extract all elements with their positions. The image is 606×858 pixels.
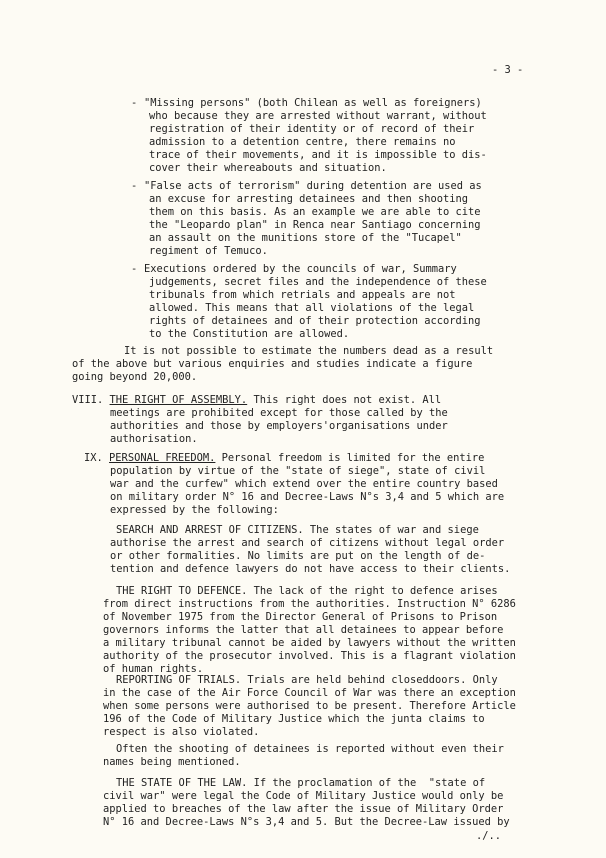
- bullet-line: admission to a detention centre, there remains no: [149, 136, 456, 148]
- paragraph-line: It is not possible to estimate the numbers dead as a result: [124, 345, 494, 357]
- paragraph-line: REPORTING OF TRIALS. Trials are held behind closeddoors. Only: [116, 674, 498, 686]
- bullet-line: an assault on the munitions store of the "Tucapel": [149, 232, 462, 244]
- section-viii-heading-line: [72, 394, 441, 407]
- paragraph-line: SEARCH AND ARREST OF CITIZENS. The states of war and siege: [116, 524, 479, 536]
- bullet-line: registration of their identity or of record of their: [149, 123, 475, 135]
- bullet-line: to the Constitution are allowed.: [149, 328, 350, 340]
- bullet-dash: -: [131, 263, 138, 275]
- paragraph-line: of human rights.: [103, 663, 204, 675]
- paragraph-line: of the above but various enquiries and studies indicate a figure: [72, 358, 473, 370]
- paragraph-line: in the case of the Air Force Council of War was there an exception: [103, 687, 516, 699]
- paragraph-line: 196 of the Code of Military Justice which the junta claims to: [103, 713, 485, 725]
- bullet-line: the "Leopardo plan" in Renca near Santiago concerning: [149, 219, 481, 231]
- section-number: IX.: [84, 452, 103, 464]
- bullet-line: "False acts of terrorism" during detention are used as: [144, 180, 482, 192]
- bullet-dash: -: [131, 97, 138, 109]
- bullet-line: allowed. This means that all violations of the legal: [149, 302, 475, 314]
- section-text: This right does not exist. All: [247, 394, 442, 406]
- bullet-line: rights of detainees and of their protection according: [149, 315, 481, 327]
- paragraph-line: from direct instructions from the authorities. Instruction N° 6286: [103, 598, 516, 610]
- section-heading: THE RIGHT OF ASSEMBLY.: [109, 394, 248, 406]
- paragraph-line: THE STATE OF THE LAW. If the proclamation of the "state of: [116, 777, 486, 789]
- bullet-line: cover their whereabouts and situation.: [149, 162, 387, 174]
- section-text: Personal freedom is limited for the entire: [215, 452, 485, 464]
- paragraph-line: respect is also violated.: [103, 726, 260, 738]
- bullet-line: tribunals from which retrials and appeals are not: [149, 289, 456, 301]
- bullet-line: judgements, secret files and the independence of these: [149, 276, 487, 288]
- bullet-line: regiment of Temuco.: [149, 245, 268, 257]
- paragraph-line: names being mentioned.: [103, 756, 241, 768]
- page-number: - 3 -: [492, 64, 524, 76]
- paragraph-line: authority of the prosecutor involved. This is a flagrant violation: [103, 650, 516, 662]
- paragraph-line: or other formalities. No limits are put on the length of de-: [110, 550, 486, 562]
- paragraph-line: going beyond 20,000.: [72, 371, 198, 383]
- section-number: VIII.: [72, 394, 104, 406]
- section-line: population by virtue of the "state of siege", state of civil: [110, 465, 486, 477]
- section-line: authorisation.: [110, 433, 198, 445]
- paragraph-line: a military tribunal cannot be aided by lawyers without the written: [103, 637, 516, 649]
- bullet-line: Executions ordered by the councils of war, Summary: [144, 263, 457, 275]
- section-heading: PERSONAL FREEDOM.: [109, 452, 216, 464]
- paragraph-line: authorise the arrest and search of citizens without legal order: [110, 537, 505, 549]
- paragraph-line: when some persons were authorised to be present. Therefore Article: [103, 700, 516, 712]
- bullet-line: "Missing persons" (both Chilean as well as foreigners): [144, 97, 482, 109]
- section-line: authorities and those by employers'organisations under: [110, 420, 448, 432]
- paragraph-line: governors informs the latter that all detainees to appear before: [103, 624, 504, 636]
- bullet-dash: -: [131, 180, 138, 192]
- section-line: expressed by the following:: [110, 504, 279, 516]
- paragraph-line: applied to breaches of the law after the issue of Military Order: [103, 803, 504, 815]
- section-ix-heading-line: [84, 452, 484, 465]
- bullet-line: who because they are arrested without warrant, without: [149, 110, 487, 122]
- paragraph-line: THE RIGHT TO DEFENCE. The lack of the right to defence arises: [116, 585, 498, 597]
- bullet-line: trace of their movements, and it is impossible to dis-: [149, 149, 487, 161]
- bullet-line: them on this basis. As an example we are able to cite: [149, 206, 481, 218]
- bullet-line: an excuse for arresting detainees and then shooting: [149, 193, 469, 205]
- paragraph-line: N° 16 and Decree-Laws N°s 3,4 and 5. But the Decree-Law issued by: [103, 816, 510, 828]
- section-line: on military order N° 16 and Decree-Laws N°s 3,4 and 5 which are: [110, 491, 505, 503]
- paragraph-line: civil war" were legal the Code of Military Justice would only be: [103, 790, 504, 802]
- paragraph-line: tention and defence lawyers do not have access to their clients.: [110, 563, 511, 575]
- continuation-mark: ./..: [476, 830, 502, 842]
- paragraph-line: of November 1975 from the Director General of Prisons to Prison: [103, 611, 498, 623]
- paragraph-line: Often the shooting of detainees is reported without even their: [116, 743, 504, 755]
- section-line: war and the curfew" which extend over the entire country based: [110, 478, 498, 490]
- section-line: meetings are prohibited except for those called by the: [110, 407, 448, 419]
